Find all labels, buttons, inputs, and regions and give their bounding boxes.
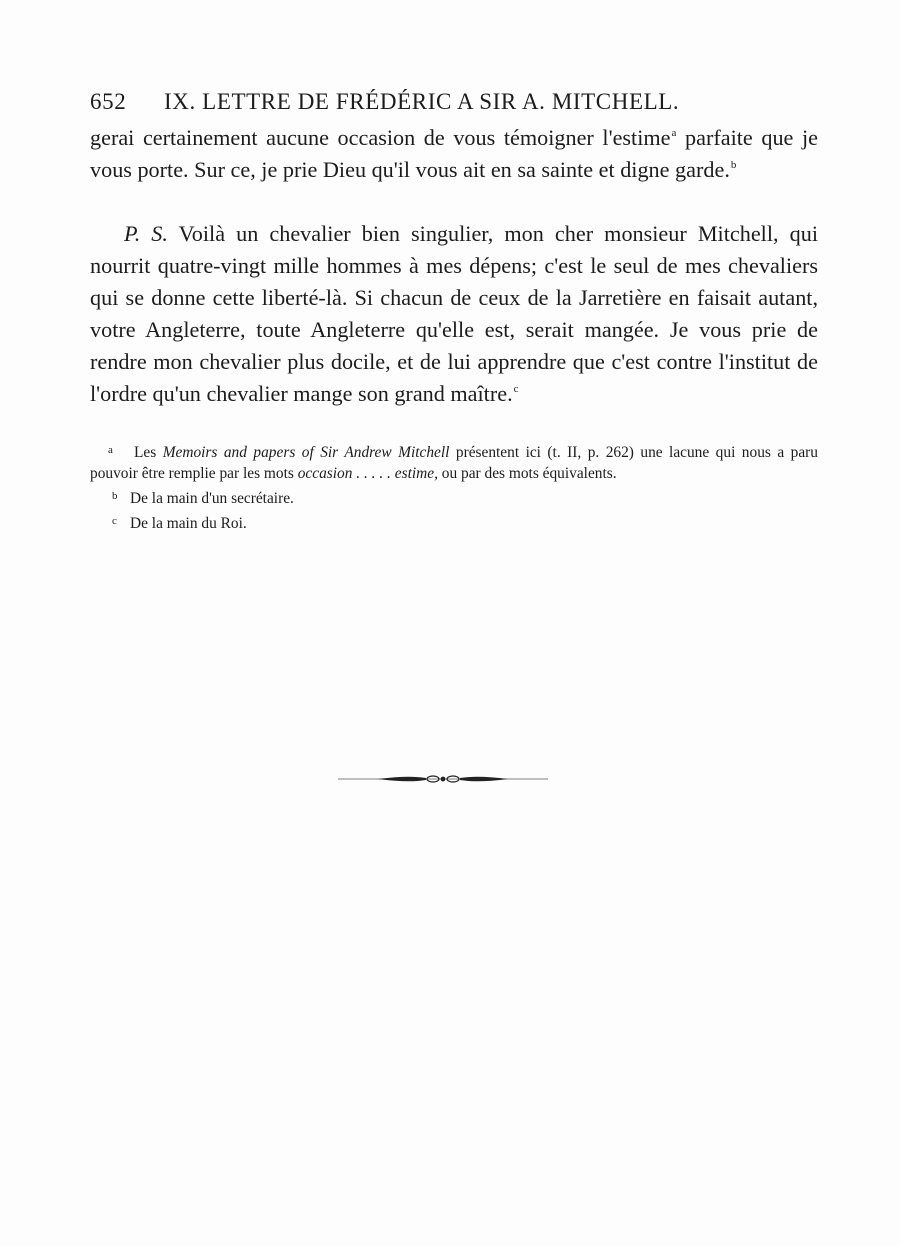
footnote-text: présentent ici (t. II, p. 262) une lacune qui nous a paru pouvoir être remplie par les mots bbox=[90, 444, 818, 482]
paragraph-text: gerai certainement aucune occasion de vous témoigner l'estime bbox=[90, 125, 671, 150]
footnote-letter: b bbox=[112, 490, 118, 502]
footnotes bbox=[90, 440, 818, 534]
postscript-paragraph bbox=[90, 218, 818, 410]
postscript-label: P. S. bbox=[124, 221, 168, 246]
footnote-c bbox=[90, 511, 818, 534]
footnote-letter: c bbox=[112, 515, 117, 527]
page-number: 652 bbox=[90, 89, 127, 114]
footnote-letter: a bbox=[108, 444, 113, 456]
fleuron-ornament bbox=[338, 770, 548, 788]
footnote-text: Les bbox=[134, 444, 163, 461]
footnote-mark-a: a bbox=[671, 127, 677, 139]
footnote-b bbox=[90, 486, 818, 509]
footnote-mark-c: c bbox=[513, 383, 519, 395]
footnote-text: ou par des mots équivalents. bbox=[437, 465, 617, 482]
running-head bbox=[90, 82, 818, 122]
paragraph-continued bbox=[90, 122, 818, 186]
footnote-a bbox=[90, 440, 818, 484]
footnote-italic-words: occasion . . . . . estime, bbox=[297, 465, 438, 482]
footnote-italic-title: Memoirs and papers of Sir Andrew Mitchell bbox=[162, 444, 450, 461]
footnote-text: De la main du Roi. bbox=[130, 515, 247, 532]
paragraph-text: Voilà un chevalier bien singulier, mon cher monsieur Mitchell, qui nourrit quatre-vingt mille hommes à mes dépens; c'est le seul de mes chevaliers qui se donne cette liberté-là. Si chacun de ceux de la Jarretière en faisait autant, votre Angleterre, toute Angleterre qu'elle est, serait mangée. Je vous prie de rendre mon chevalier plus docile, et de lui apprendre que c'est contre l'institut de l'ordre qu'un chevalier mange son grand maître. bbox=[90, 221, 818, 406]
running-title: IX. LETTRE DE FRÉDÉRIC A SIR A. MITCHELL. bbox=[164, 89, 680, 114]
footnote-mark-b: b bbox=[730, 159, 737, 171]
footnote-text: De la main d'un secrétaire. bbox=[130, 490, 294, 507]
page bbox=[90, 82, 818, 536]
paragraph-text: parfaite que je vous porte. Sur ce, je prie Dieu qu'il vous ait en sa sainte et digne garde. bbox=[90, 125, 819, 182]
